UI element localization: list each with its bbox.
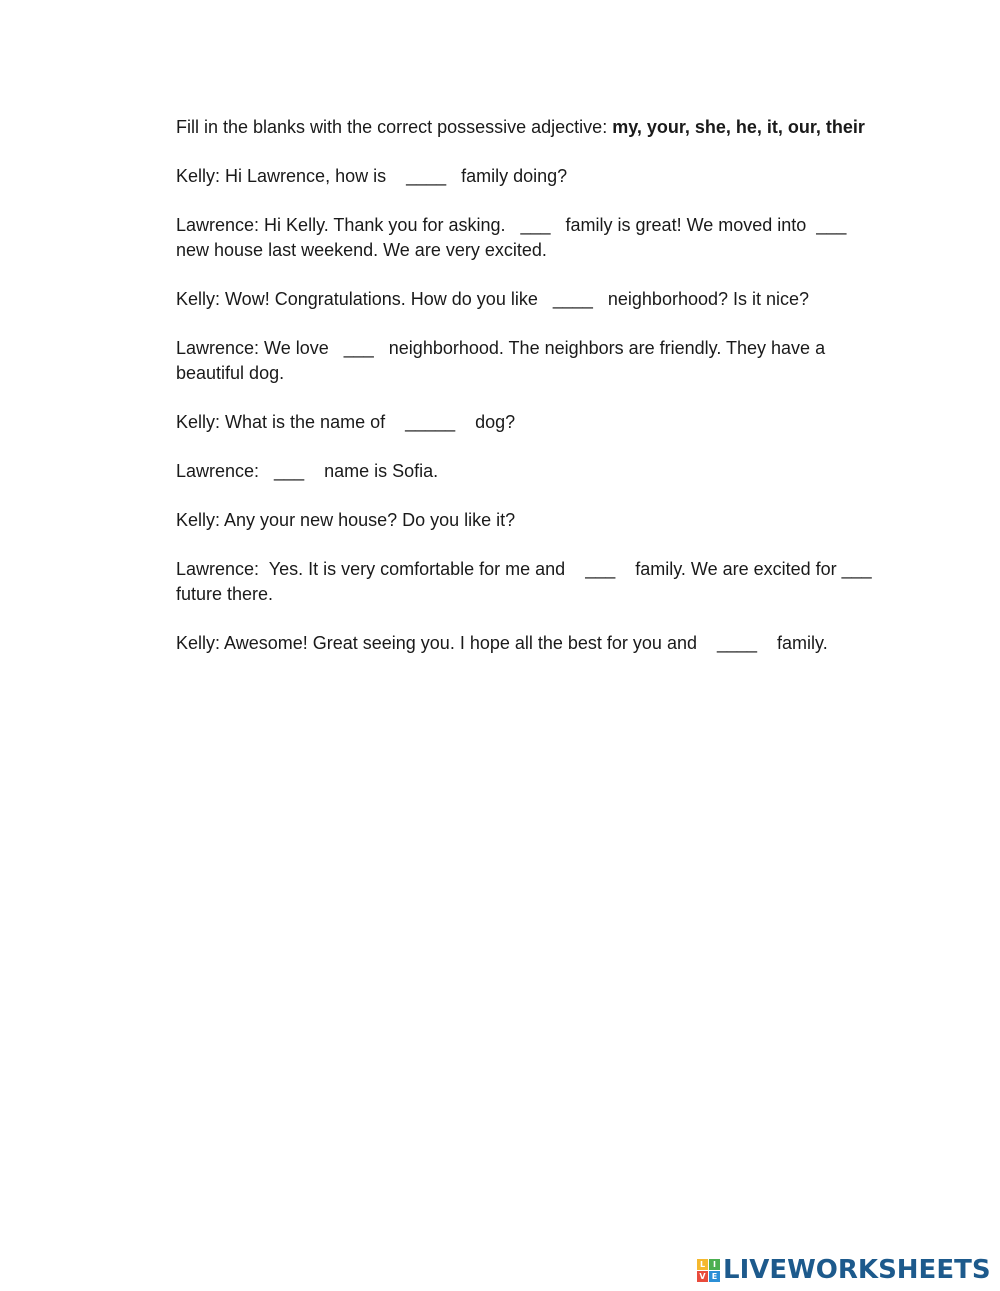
dialogue-line: Kelly: What is the name of _____ dog? — [176, 412, 516, 432]
logo-block-l: L — [697, 1259, 708, 1270]
dialogue-line: Kelly: Wow! Congratulations. How do you like ____ neighborhood? Is it nice? — [176, 289, 810, 309]
instruction-options: my, your, she, he, it, our, their — [612, 117, 865, 137]
instruction — [176, 115, 876, 140]
liveworksheets-logo — [697, 1256, 991, 1284]
dialogue-line: Lawrence: Hi Kelly. Thank you for asking. ___ family is great! We moved into ___ new house last weekend. We are very excited. — [176, 215, 852, 260]
worksheet — [176, 115, 892, 680]
dialogue-line: Kelly: Hi Lawrence, how is ____ family doing? — [176, 166, 568, 186]
logo-text: LIVEWORKSHEETS — [723, 1255, 991, 1285]
dialogue-line: Lawrence: Yes. It is very comfortable for me and ___ family. We are excited for ___ future there. — [176, 559, 892, 604]
dialogue-line: Kelly: Any your new house? Do you like it? — [176, 510, 516, 530]
dialogue-line: Lawrence: We love ___ neighborhood. The neighbors are friendly. They have a beautiful dog. — [176, 338, 831, 383]
logo-block-v: V — [697, 1271, 708, 1282]
logo-blocks-icon — [697, 1259, 720, 1282]
dialogue-line: Lawrence: ___ name is Sofia. — [176, 461, 439, 481]
logo-block-i: I — [709, 1259, 720, 1270]
dialogue-line: Kelly: Awesome! Great seeing you. I hope all the best for you and ____ family. — [176, 633, 828, 653]
instruction-text: Fill in the blanks with the correct possessive adjective: — [176, 117, 613, 137]
logo-block-e: E — [709, 1271, 720, 1282]
